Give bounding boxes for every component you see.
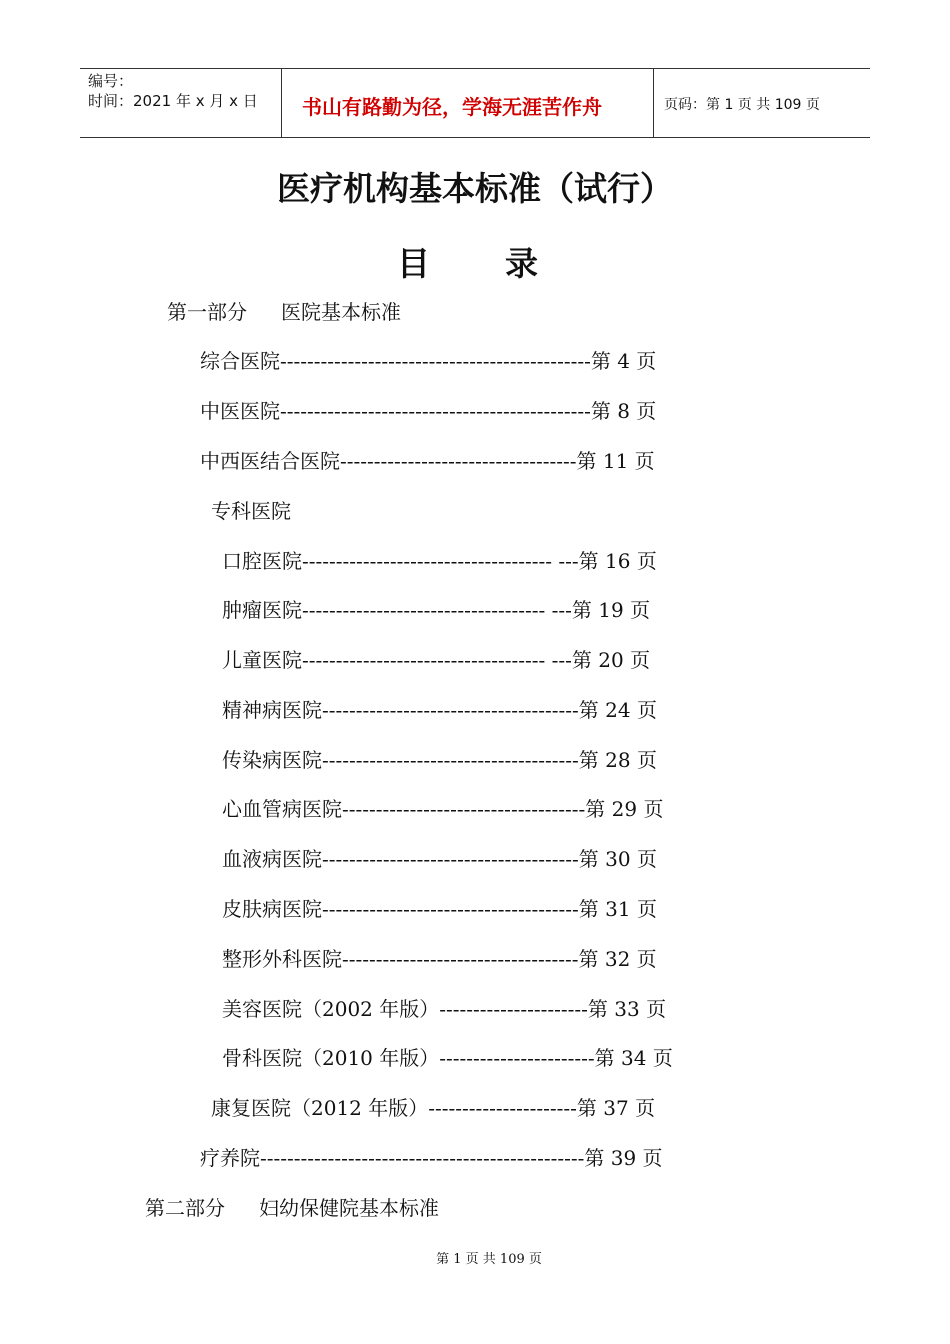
doc-number-label: 编号： — [88, 72, 134, 90]
toc-entry[interactable]: 心血管病医院------------------------------------第 29 页 — [222, 797, 664, 821]
date-label: 时间：2021 年 x 月 x 日 — [88, 92, 258, 110]
header-page-info: 页码：第 1 页 共 109 页 — [664, 97, 820, 113]
toc-entry[interactable]: 儿童医院------------------------------------ ---第 20 页 — [222, 648, 651, 672]
toc-entry[interactable]: 美容医院（2002 年版）----------------------第 33 页 — [222, 997, 667, 1021]
page-footer: 第 1 页 共 109 页 — [436, 1252, 542, 1267]
toc-entry[interactable]: 肿瘤医院------------------------------------ ---第 19 页 — [222, 598, 651, 622]
toc-entry[interactable]: 口腔医院------------------------------------- ---第 16 页 — [222, 549, 657, 573]
toc-entry[interactable]: 中西医结合医院-----------------------------------第 11 页 — [200, 449, 655, 473]
part1-label: 第一部分 — [167, 300, 247, 324]
toc-entry[interactable]: 血液病医院--------------------------------------第 30 页 — [222, 847, 657, 871]
toc-entry[interactable]: 传染病医院--------------------------------------第 28 页 — [222, 748, 657, 772]
header-meta — [80, 69, 282, 137]
toc-entry[interactable]: 精神病医院--------------------------------------第 24 页 — [222, 698, 657, 722]
toc-entry[interactable]: 骨科医院（2010 年版）-----------------------第 34 页 — [222, 1046, 673, 1070]
toc-entry[interactable]: 疗养院------------------------------------------------第 39 页 — [200, 1146, 663, 1170]
toc-entry[interactable]: 整形外科医院-----------------------------------第 32 页 — [222, 947, 657, 971]
part2-label: 第二部分 — [145, 1196, 225, 1220]
part2-name: 妇幼保健院基本标准 — [259, 1196, 439, 1220]
toc-subheading: 专科医院 — [211, 499, 291, 523]
header-motto: 书山有路勤为径，学海无涯苦作舟 — [282, 69, 654, 137]
part1-name: 医院基本标准 — [281, 300, 401, 324]
toc-entry[interactable]: 中医医院----------------------------------------------第 8 页 — [200, 399, 657, 423]
page-header — [80, 68, 870, 138]
part1-heading — [167, 296, 401, 325]
toc-heading: 目录 — [397, 244, 613, 283]
part2-heading — [145, 1192, 439, 1221]
document-title: 医疗机构基本标准（试行） — [277, 169, 673, 208]
toc-entry[interactable]: 皮肤病医院--------------------------------------第 31 页 — [222, 897, 657, 921]
toc-entry[interactable]: 综合医院----------------------------------------------第 4 页 — [200, 349, 657, 373]
toc-entry[interactable]: 康复医院（2012 年版）----------------------第 37 页 — [211, 1096, 656, 1120]
